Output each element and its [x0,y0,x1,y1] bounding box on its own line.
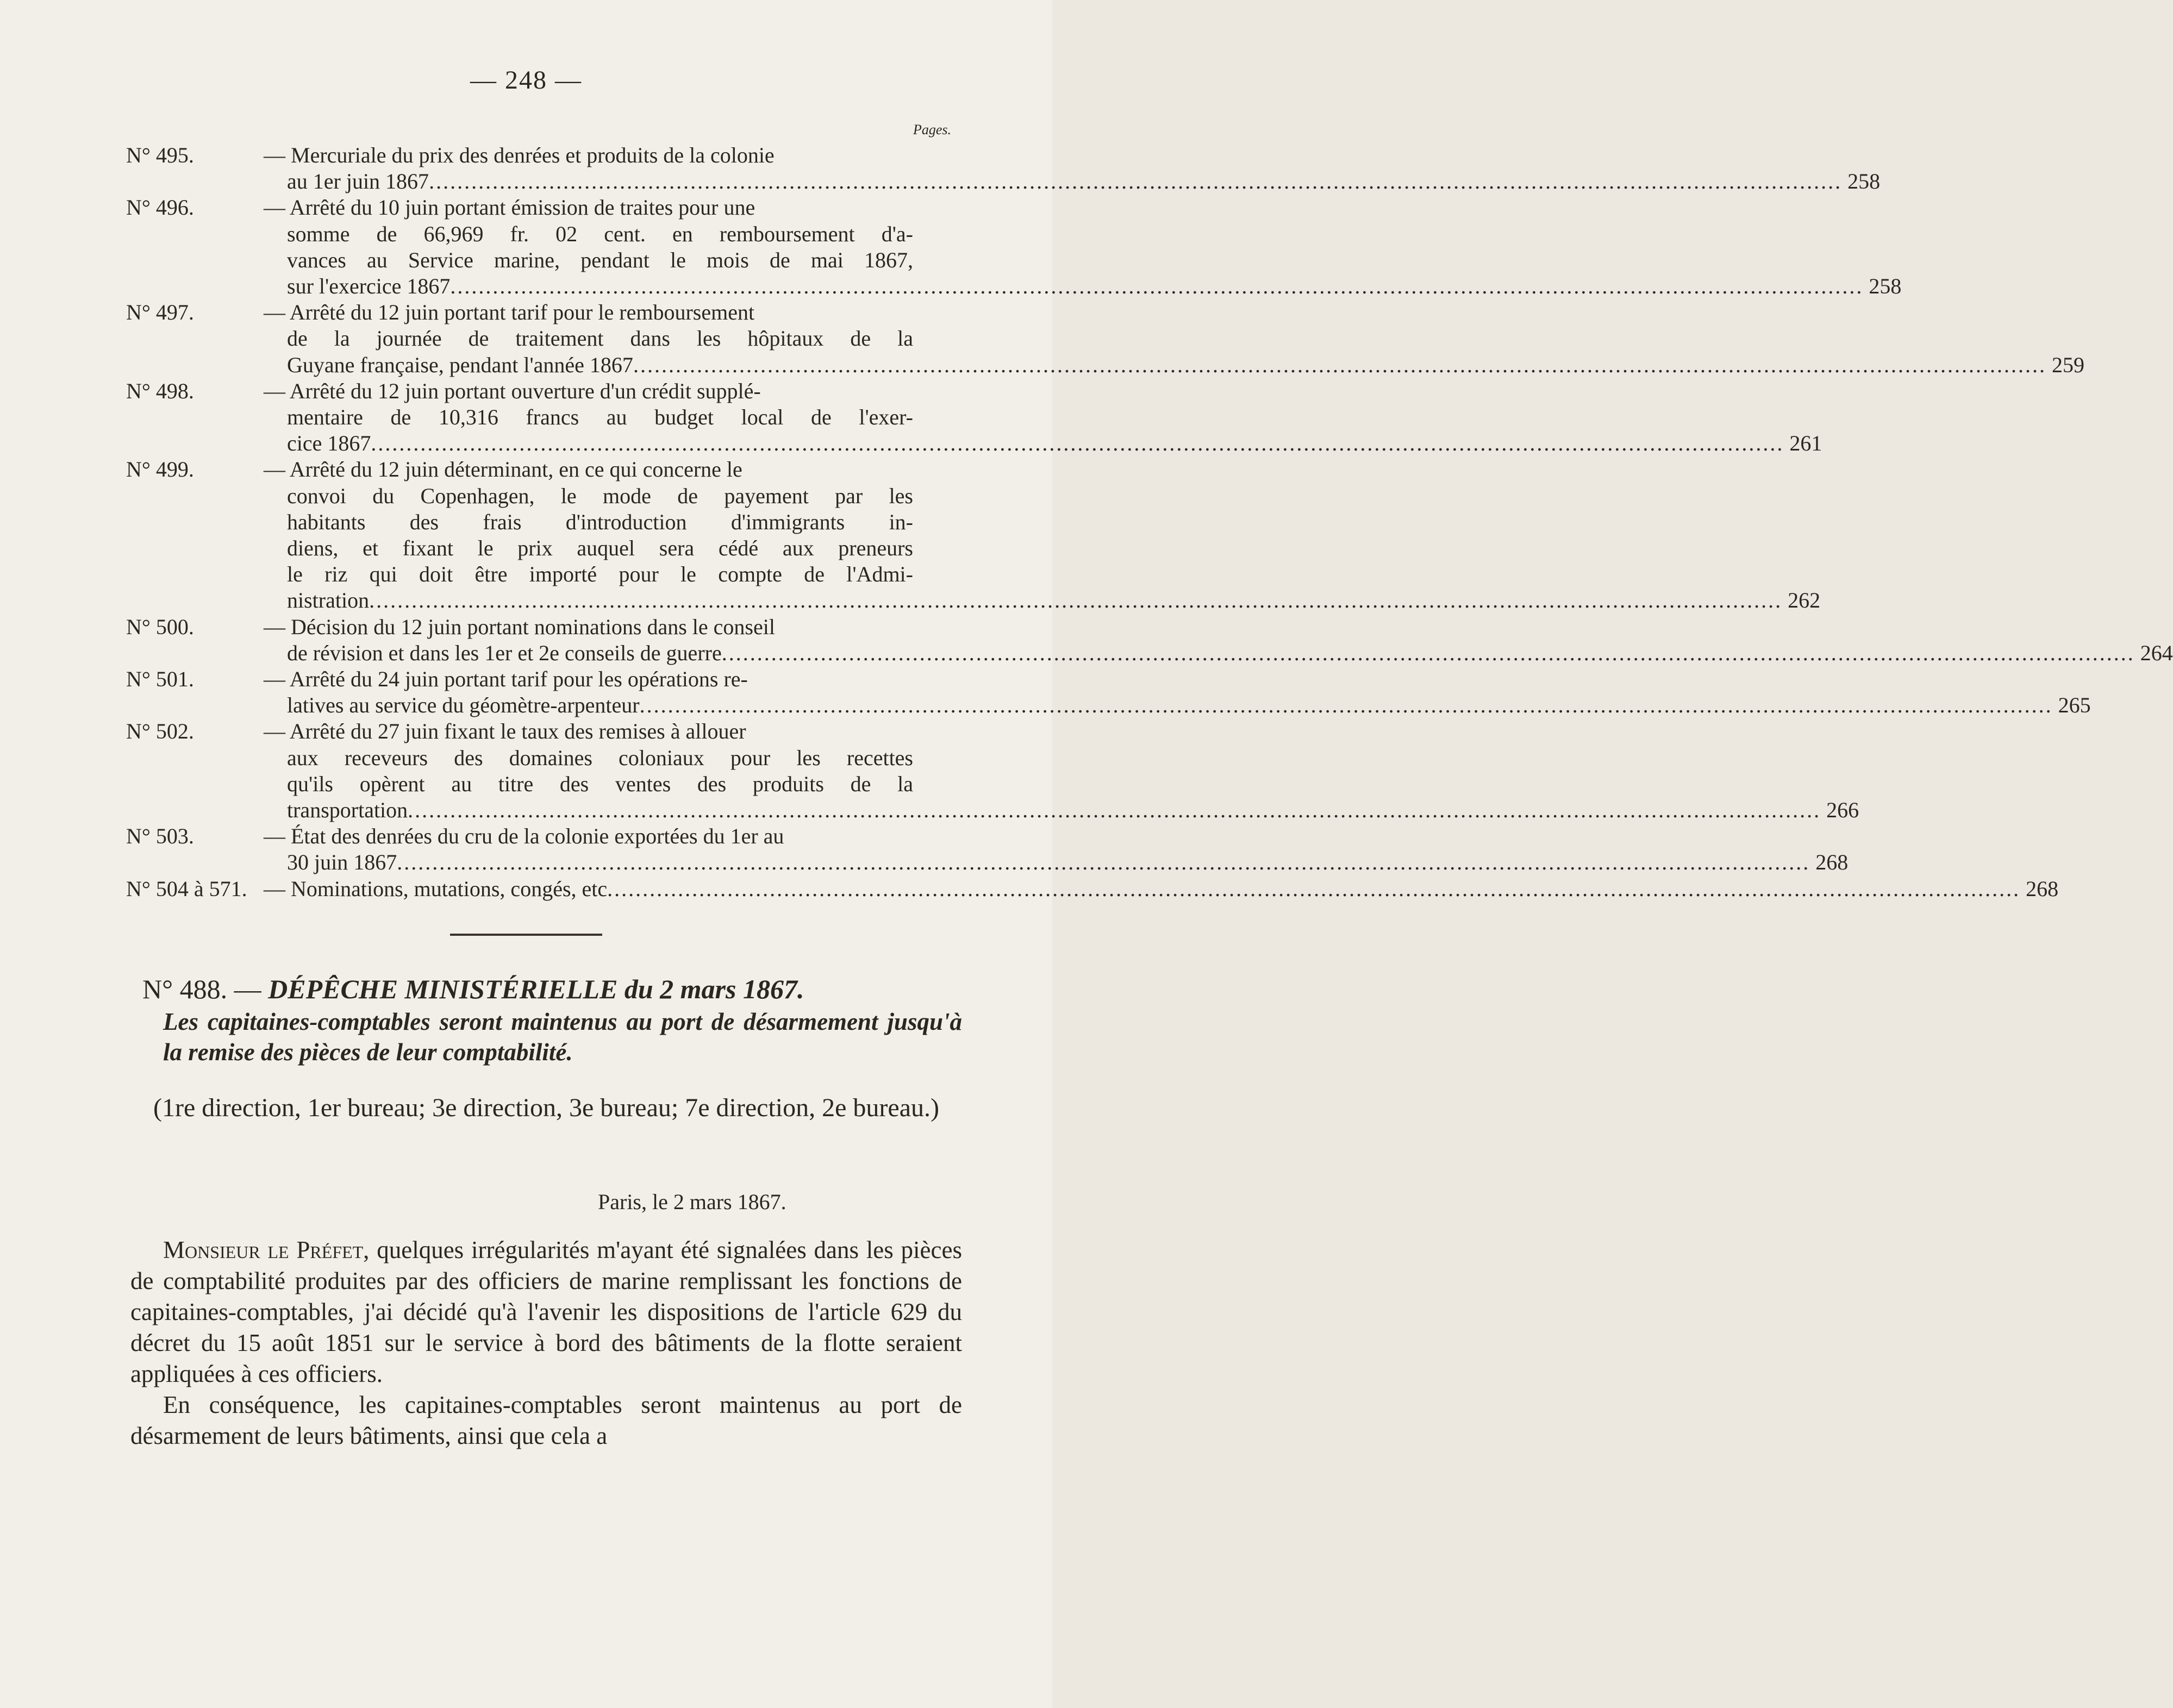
toc-entry-text: sur l'exercice 1867 [287,274,451,299]
document-title [142,973,958,1005]
toc-page-number: 262 [1788,588,1821,613]
toc-leader-dots: ........................................................................................................................................................................................................ [607,876,2021,901]
toc-leader-dots: ........................................................................................................................................................................................................ [397,850,1810,875]
toc-entry-final-line [287,587,1821,614]
toc-page-number: 258 [1847,169,1881,194]
toc-entry [0,299,2084,378]
document-number: N° 488. — [142,974,261,1004]
toc-entry-first-line: — Arrêté du 27 juin fixant le taux des remises à allouer [264,719,746,744]
toc-entry-first-line: — Décision du 12 juin portant nominations dans le conseil [264,614,775,639]
toc-entry-final-line [287,168,1881,195]
toc-entry-continuation: habitants des frais d'introduction d'immigrants in- [287,509,913,534]
toc-entry-number: N° 504 à 571. [126,876,247,901]
toc-page-number: 261 [1789,431,1822,456]
toc-leader-dots: ........................................................................................................................................................................................................ [371,431,1784,456]
toc-entry [0,666,2091,718]
toc-entry-number: N° 496. [126,195,194,220]
toc-entry-first-line: — Arrêté du 12 juin portant ouverture d'un crédit supplé- [264,378,761,403]
toc-leader-dots: ........................................................................................................................................................................................................ [633,352,2046,377]
toc-entry-final-line [287,430,1822,456]
toc-entry-text: latives au service du géomètre-arpenteur [287,693,640,718]
paragraph-1-text: quelques irrégularités m'ayant été signalées dans les pièces de comptabilité produites par des officiers de marine remplissant les fonctions de capitaines-comptables, j'ai décidé qu'à l'avenir les dispositions de l'article 629 du décret du 15 août 1851 sur le service à bord des bâtiments de la flotte seraient appliquées à ces officiers. [130,1236,962,1387]
toc-entry-number: N° 498. [126,378,194,403]
toc-entry-final-line [264,876,2059,902]
toc-entry-continuation: de la journée de traitement dans les hôpitaux de la [287,326,913,351]
body-paragraph-1 [130,1235,962,1390]
toc-entry-continuation: diens, et fixant le prix auquel sera cédé aux preneurs [287,536,913,561]
toc-page-number: 268 [1815,850,1849,875]
toc-page-number: 265 [2058,693,2091,718]
toc-entry [0,876,2059,902]
toc-entry-continuation: aux receveurs des domaines coloniaux pour les recettes [287,745,913,770]
toc-entry-first-line: — Arrêté du 12 juin portant tarif pour le remboursement [264,300,755,325]
toc-entry-final-line [287,849,1849,875]
toc-entry-number: N° 501. [126,667,194,692]
document-date: Paris, le 2 mars 1867. [598,1190,786,1214]
toc-entry-text: nistration [287,588,370,613]
pages-column-label: Pages. [913,122,952,137]
toc-entry-text: 30 juin 1867 [287,850,397,875]
toc-entry [0,195,1902,299]
toc-entry-first-line: — Arrêté du 10 juin portant émission de traites pour une [264,195,755,220]
toc-entry [0,614,2173,666]
toc-entry [0,456,1821,614]
toc-entry-text: cice 1867 [287,431,371,456]
toc-entry-text: Guyane française, pendant l'année 1867 [287,352,633,377]
toc-entry-first-line: — État des denrées du cru de la colonie exportées du 1er au [264,824,784,849]
toc-leader-dots: ........................................................................................................................................................................................................ [369,588,1783,613]
section-divider [450,934,602,936]
toc-entry-text: — Nominations, mutations, congés, etc [264,876,608,901]
toc-entry-text: transportation [287,798,408,823]
toc-entry-final-line [287,273,1902,299]
toc-entry-final-line [287,797,1859,823]
toc-entry-text: au 1er juin 1867 [287,169,429,194]
document-title-text: DÉPÊCHE MINISTÉRIELLE du 2 mars 1867. [268,974,804,1004]
document-body [130,1235,962,1452]
toc-entry-final-line [287,640,2173,666]
toc-entry-continuation: somme de 66,969 fr. 02 cent. en remboursement d'a- [287,221,913,246]
toc-entry [0,718,1859,823]
document-directions: (1re direction, 1er bureau; 3e direction, 3e bureau; 7e direction, 2e bureau.) [153,1093,940,1122]
toc-page-number: 266 [1826,798,1859,823]
toc-page-number: 264 [2140,640,2173,665]
toc-entry-continuation: convoi du Copenhagen, le mode de payement par les [287,483,913,508]
toc-entry-continuation: qu'ils opèrent au titre des ventes des produits de la [287,771,913,796]
toc-leader-dots: ........................................................................................................................................................................................................ [639,693,2053,718]
toc-entry-first-line: — Arrêté du 12 juin déterminant, en ce qui concerne le [264,457,742,482]
toc-leader-dots: ........................................................................................................................................................................................................ [450,274,1864,299]
toc-entry-number: N° 497. [126,300,194,325]
toc-entry-number: N° 503. [126,824,194,849]
toc-entry [0,378,1822,457]
toc-entry-number: N° 499. [126,457,194,482]
page-header: — 248 — [470,66,582,95]
toc-entry-final-line [287,352,2084,378]
toc-entry-number: N° 500. [126,614,194,639]
toc-page-number: 258 [1869,274,1902,299]
toc-entry-continuation: le riz qui doit être importé pour le compte de l'Admi- [287,562,913,587]
toc-leader-dots: ........................................................................................................................................................................................................ [721,640,2135,665]
salutation: Monsieur le Préfet, [163,1236,370,1263]
toc-leader-dots: ........................................................................................................................................................................................................ [408,798,1821,823]
toc-entry [0,142,1881,195]
toc-page-number: 259 [2051,352,2084,377]
toc-entry [0,823,1849,875]
table-of-contents [0,142,2173,902]
toc-entry-continuation: vances au Service marine, pendant le mois de mai 1867, [287,247,913,272]
toc-entry-first-line: — Arrêté du 24 juin portant tarif pour les opérations re- [264,667,748,692]
toc-entry-number: N° 502. [126,719,194,744]
toc-entry-number: N° 495. [126,143,194,167]
body-paragraph-2: En conséquence, les capitaines-comptables seront maintenus au port de désarmement de leurs bâtiments, ainsi que cela a [130,1391,962,1449]
toc-leader-dots: ........................................................................................................................................................................................................ [429,169,1843,194]
toc-entry-continuation: mentaire de 10,316 francs au budget local de l'exer- [287,405,913,430]
document-subtitle: Les capitaines-comptables seront maintenus au port de désarmement jusqu'à la remise des pièces de leur comptabilité. [163,1008,962,1066]
toc-entry-text: de révision et dans les 1er et 2e conseils de guerre [287,640,722,665]
toc-entry-first-line: — Mercuriale du prix des denrées et produits de la colonie [264,143,775,167]
toc-entry-final-line [287,692,2091,718]
toc-page-number: 268 [2026,876,2059,901]
